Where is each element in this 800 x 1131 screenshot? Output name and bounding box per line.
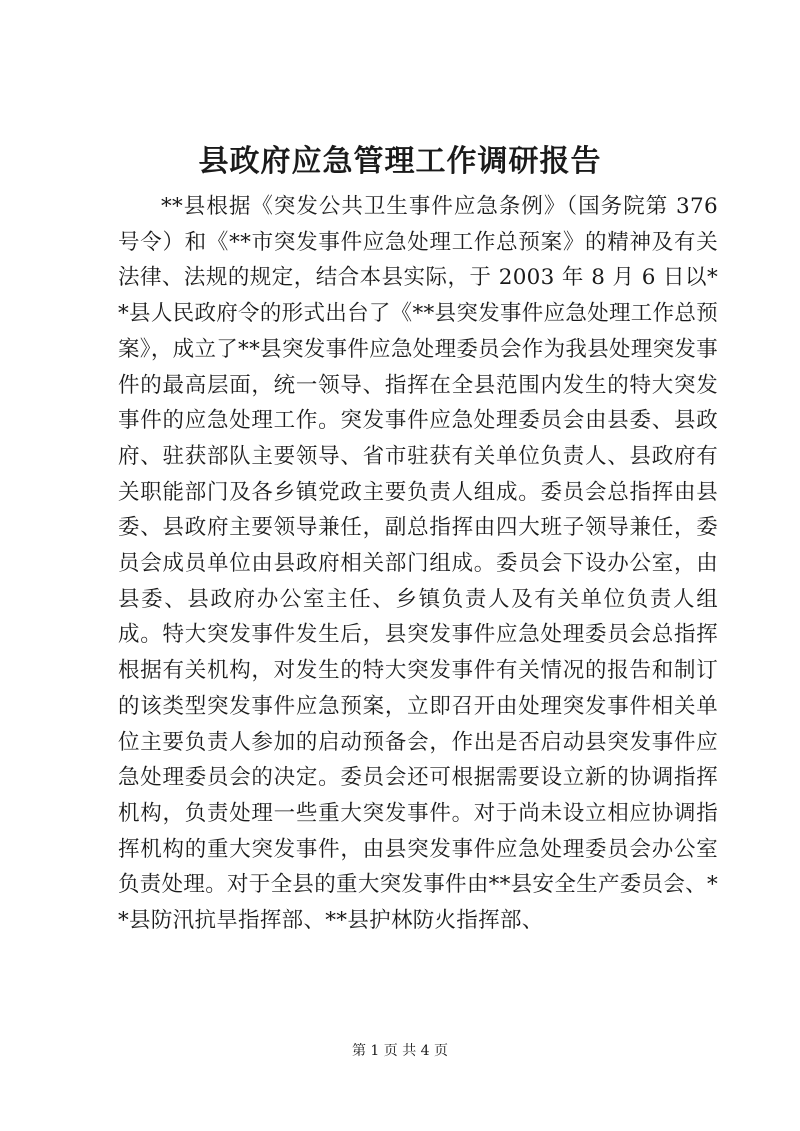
page-number-footer: 第 1 页 共 4 页 xyxy=(351,1043,449,1059)
body-paragraph: **县根据《突发公共卫生事件应急条例》（国务院第 376 号令）和《**市突发事件应急处理工作总预案》的精神及有关法律、法规的规定，结合本县实际，于 2003 年 8 月 6 日以**县人民政府令的形式出台了《**县突发事件应急处理工作总预案》，成立了**县突发事件应急处理委员会作为我县处理突发事件的最高层面，统一领导、指挥在全县范围内发生的特大突发事件的应急处理工作。突发事件应急处理委员会由县委、县政府、驻获部队主要领导、省市驻获有关单位负责人、县政府有关职能部门及各乡镇党政主要负责人组成。委员会总指挥由县委、县政府主要领导兼任，副总指挥由四大班子领导兼任，委员会成员单位由县政府相关部门组成。委员会下设办公室，由县委、县政府办公室主任、乡镇负责人及有关单位负责人组成。特大突发事件发生后，县突发事件应急处理委员会总指挥根据有关机构，对发生的特大突发事件有关情况的报告和制订的该类型突发事件应急预案，立即召开由处理突发事件相关单位主要负责人参加的启动预备会，作出是否启动县突发事件应急处理委员会的决定。委员会还可根据需要设立新的协调指挥机构，负责处理一些重大突发事件。对于尚未设立相应协调指挥机构的重大突发事件，由县突发事件应急处理委员会办公室负责处理。对于全县的重大突发事件由**县安全生产委员会、**县防汛抗旱指挥部、**县护林防火指挥部、 xyxy=(118,194,718,934)
document-title: 县政府应急管理工作调研报告 xyxy=(198,144,602,179)
